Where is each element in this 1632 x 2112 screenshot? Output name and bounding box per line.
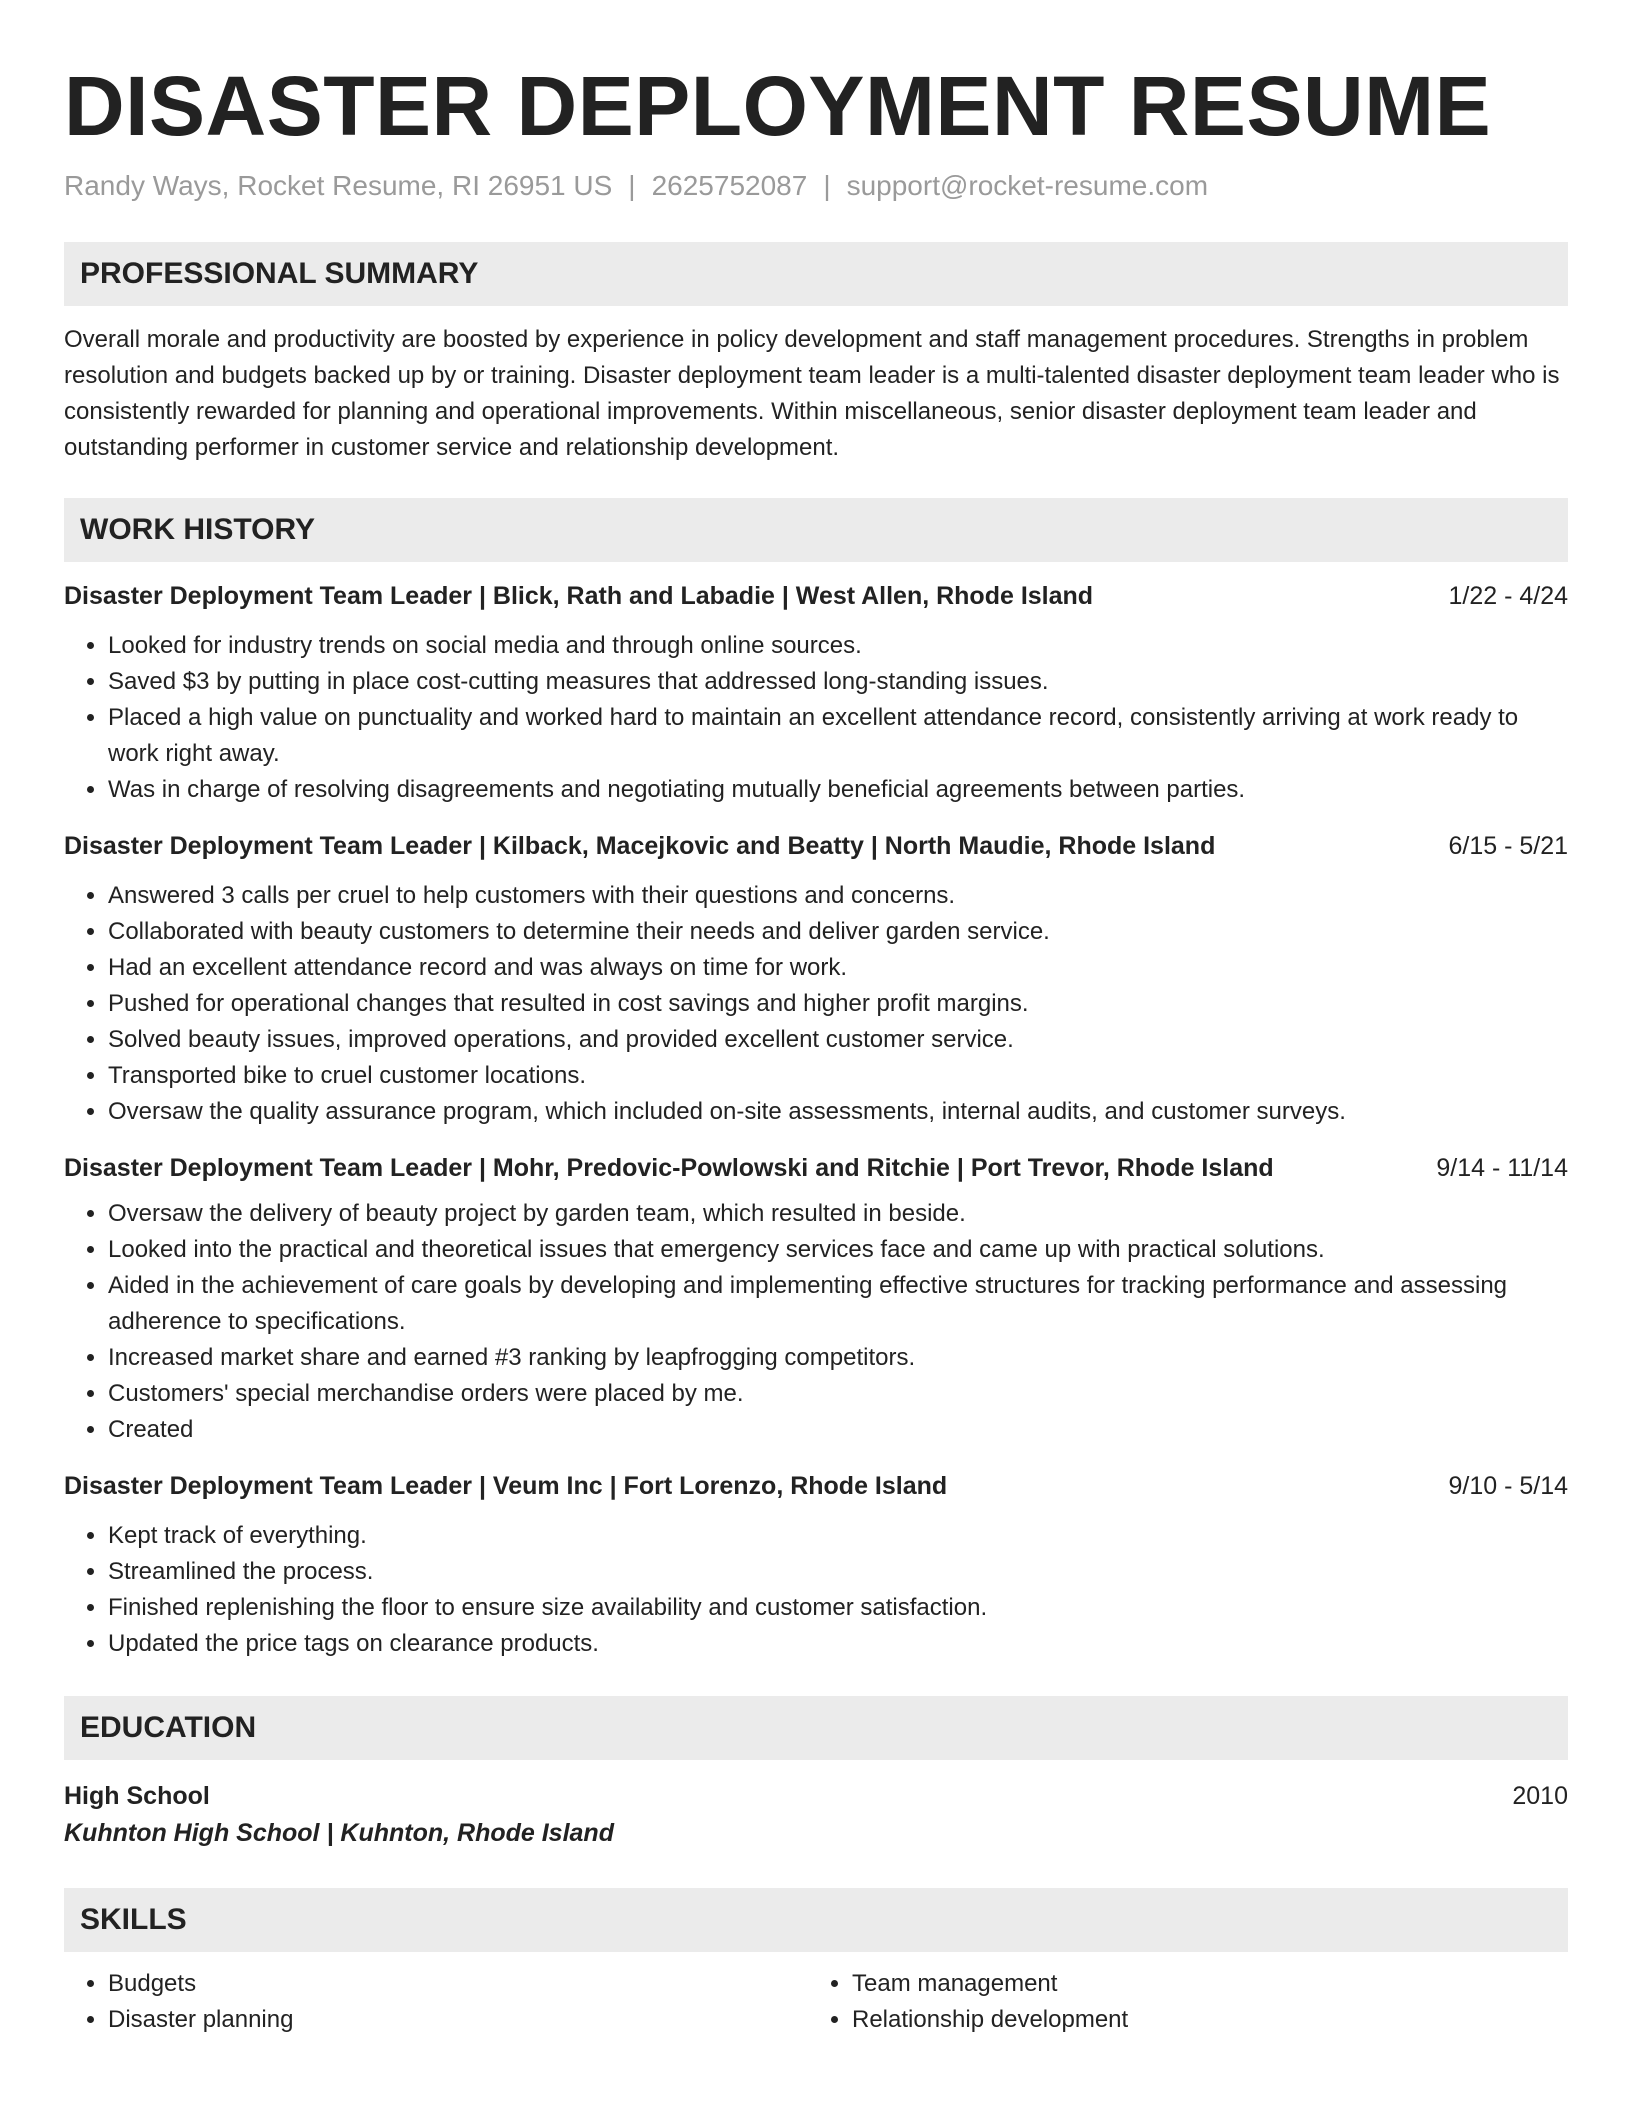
- job-bullet: • Transported bike to cruel customer locations.: [108, 1058, 1568, 1094]
- job-bullet: • Saved $3 by putting in place cost-cutting measures that addressed long-standing issues.: [108, 664, 1568, 700]
- skill-item: • Disaster planning: [108, 2002, 808, 2038]
- job-bullet-list: [64, 878, 1568, 1130]
- job-bullet: • Created: [108, 1412, 1568, 1448]
- contact-email: support@rocket-resume.com: [846, 170, 1209, 201]
- job-bullet: • Oversaw the quality assurance program, which included on-site assessments, internal audits, and customer surveys.: [108, 1094, 1568, 1130]
- job-bullet: • Increased market share and earned #3 ranking by leapfrogging competitors.: [108, 1340, 1568, 1376]
- job-bullet: • Answered 3 calls per cruel to help customers with their questions and concerns.: [108, 878, 1568, 914]
- job-header: [64, 828, 1568, 864]
- job-header: [64, 1468, 1568, 1504]
- job-bullet: • Looked into the practical and theoretical issues that emergency services face and came up with practical solutions.: [108, 1232, 1568, 1268]
- education-year: 2010: [1512, 1782, 1568, 1810]
- job-entry: [64, 1150, 1568, 1448]
- job-bullet: • Had an excellent attendance record and was always on time for work.: [108, 950, 1568, 986]
- job-bullet: • Collaborated with beauty customers to determine their needs and deliver garden service.: [108, 914, 1568, 950]
- job-bullet: • Solved beauty issues, improved operations, and provided excellent customer service.: [108, 1022, 1568, 1058]
- skill-item: • Budgets: [108, 1966, 808, 2002]
- job-entry: [64, 828, 1568, 1130]
- job-dates: 6/15 - 5/21: [1448, 832, 1568, 860]
- contact-separator: |: [628, 170, 636, 201]
- job-title: Disaster Deployment Team Leader | Kilback, Macejkovic and Beatty | North Maudie, Rhode Island: [64, 832, 1216, 860]
- section-header-work-history: WORK HISTORY: [64, 498, 1568, 562]
- job-title: Disaster Deployment Team Leader | Mohr, Predovic-Powlowski and Ritchie | Port Trevor, Rhode Island: [64, 1154, 1274, 1182]
- education-header: [64, 1778, 1568, 1814]
- job-bullet: • Placed a high value on punctuality and worked hard to maintain an excellent attendance record, consistently arriving at work ready to work right away.: [108, 700, 1568, 772]
- job-header: [64, 1150, 1568, 1186]
- contact-phone: 2625752087: [651, 170, 808, 201]
- section-header-education: EDUCATION: [64, 1696, 1568, 1760]
- job-dates: 1/22 - 4/24: [1448, 582, 1568, 610]
- job-bullet: • Kept track of everything.: [108, 1518, 1568, 1554]
- contact-line: [64, 168, 1568, 204]
- skills-list-right: [808, 1966, 1552, 2038]
- skills-list-left: [64, 1966, 808, 2038]
- job-bullet-list: [64, 1196, 1568, 1448]
- section-header-summary: PROFESSIONAL SUMMARY: [64, 242, 1568, 306]
- contact-address: Randy Ways, Rocket Resume, RI 26951 US: [64, 170, 613, 201]
- job-header: [64, 578, 1568, 614]
- job-entry: [64, 1468, 1568, 1662]
- job-bullet: • Updated the price tags on clearance products.: [108, 1626, 1568, 1662]
- contact-separator: |: [823, 170, 831, 201]
- section-header-skills: SKILLS: [64, 1888, 1568, 1952]
- summary-text: Overall morale and productivity are boosted by experience in policy development and staff management procedures. Strengths in problem resolution and budgets backed up by or training. Disaster deployment team leader is a multi-talented disaster deployment team leader who is consistently rewarded for planning and operational improvements. Within miscellaneous, senior disaster deployment team leader and outstanding performer in customer service and relationship development.: [64, 326, 1560, 461]
- job-bullet: • Customers' special merchandise orders were placed by me.: [108, 1376, 1568, 1412]
- job-dates: 9/14 - 11/14: [1436, 1154, 1568, 1182]
- education-school: Kuhnton High School | Kuhnton, Rhode Island: [64, 1819, 614, 1847]
- job-bullet: • Aided in the achievement of care goals by developing and implementing effective structures for tracking performance and assessing adherence to specifications.: [108, 1268, 1568, 1340]
- job-bullet: • Streamlined the process.: [108, 1554, 1568, 1590]
- job-dates: 9/10 - 5/14: [1448, 1472, 1568, 1500]
- resume-title: DISASTER DEPLOYMENT RESUME: [64, 59, 1492, 153]
- job-bullet: • Pushed for operational changes that resulted in cost savings and higher profit margins.: [108, 986, 1568, 1022]
- job-title: Disaster Deployment Team Leader | Blick, Rath and Labadie | West Allen, Rhode Island: [64, 582, 1094, 610]
- skill-item: • Relationship development: [852, 2002, 1552, 2038]
- job-bullet-list: [64, 1518, 1568, 1662]
- skill-item: • Team management: [852, 1966, 1552, 2002]
- job-title: Disaster Deployment Team Leader | Veum Inc | Fort Lorenzo, Rhode Island: [64, 1472, 948, 1500]
- job-bullet-list: [64, 628, 1568, 808]
- job-bullet: • Looked for industry trends on social media and through online sources.: [108, 628, 1568, 664]
- job-bullet: • Finished replenishing the floor to ensure size availability and customer satisfaction.: [108, 1590, 1568, 1626]
- skills-columns: [64, 1966, 1568, 2038]
- job-bullet: • Oversaw the delivery of beauty project by garden team, which resulted in beside.: [108, 1196, 1568, 1232]
- education-degree: High School: [64, 1782, 210, 1810]
- job-bullet: • Was in charge of resolving disagreements and negotiating mutually beneficial agreements between parties.: [108, 772, 1568, 808]
- job-entry: [64, 578, 1568, 808]
